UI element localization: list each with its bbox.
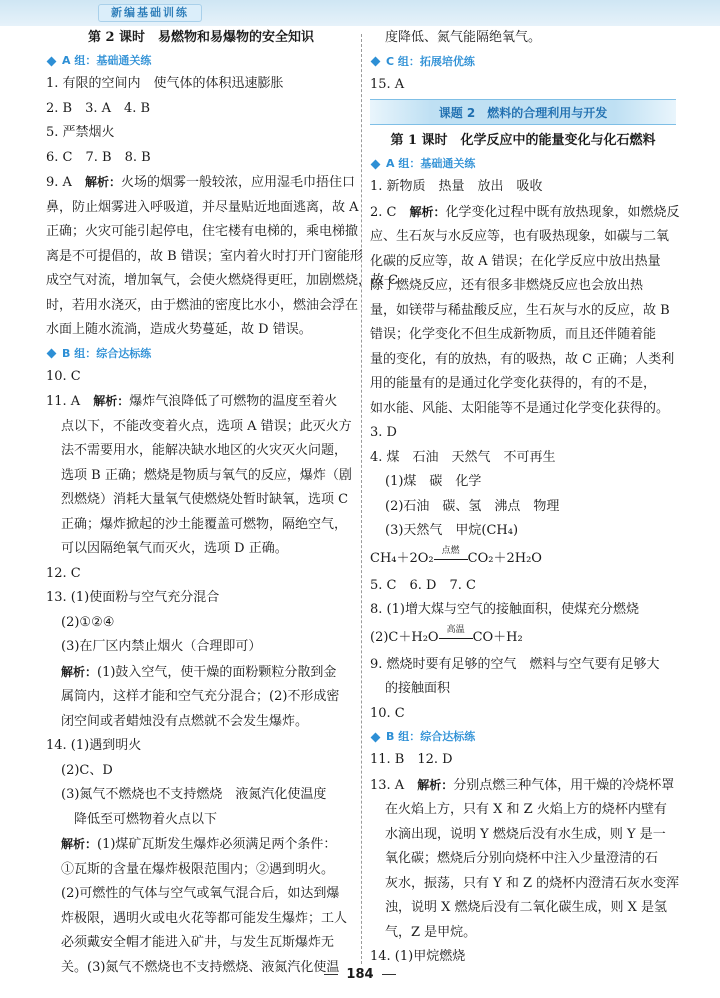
answer-q9: 9. 燃烧时要有足够的空气 燃料与空气要有足够大 xyxy=(370,656,660,672)
answer-line: 的接触面积 xyxy=(385,681,451,696)
answer-explanation: 解析：(1)鼓入空气，使干燥的面粉颗粒分散到金 xyxy=(61,664,337,680)
topic-banner: 课题 2 燃料的合理利用与开发 xyxy=(370,99,676,125)
reaction-arrow: 点燃 xyxy=(434,556,468,560)
answer-line: 法不需要用水，能解决缺水地区的火灾灭火问题， xyxy=(61,443,348,458)
answer-q10: 10. C xyxy=(46,368,81,384)
answer-line: ①瓦斯的含量在爆炸极限范围内；②遇到明火。 xyxy=(61,861,335,877)
answer-line: 降低至可燃物着火点以下 xyxy=(74,811,218,827)
answer-q13: 13. A 解析：分别点燃三种气体，用干燥的冷烧杯罩 xyxy=(370,777,675,793)
answer-q10: 10. C xyxy=(370,705,405,721)
answer-q8: 8. (1)增大煤与空气的接触面积，使煤充分燃烧 xyxy=(370,602,639,617)
diamond-icon xyxy=(371,57,381,67)
group-a-heading: A 组：基础通关练 xyxy=(370,153,676,175)
equation-water-gas: (2)C＋H₂O 高温 CO＋H₂ xyxy=(370,625,523,645)
answer-line: 时，若用水浇灭，由于燃油的密度比水小，燃油会浮在 xyxy=(46,297,359,313)
answer-q11-12: 11. B 12. D xyxy=(370,752,453,767)
answer-line: 1. 有限的空间内 使气体的体积迅速膨胀 xyxy=(46,76,284,91)
answer-line: 除了燃烧反应，还有很多非燃烧反应也会放出热 xyxy=(370,278,644,293)
answer-line: 气，Z 是甲烷。 xyxy=(385,924,477,940)
answer-line: 灰水，振荡，只有 Y 和 Z 的烧杯内澄清石灰水变浑 xyxy=(385,875,680,891)
answer-explanation: 解析：(1)煤矿瓦斯发生爆炸必须满足两个条件： xyxy=(61,837,337,852)
answer-line: 如水能、风能、太阳能等不是通过化学变化获得的。 xyxy=(370,400,670,416)
lesson-title: 第 2 课时 易燃物和易爆物的安全知识 xyxy=(87,30,315,45)
answer-q2: 2. C 解析：化学变化过程中既有放热现象，如燃烧反 xyxy=(370,204,680,220)
answer-line: 点以下，不能改变着火点，选项 A 错误；此灭火方 xyxy=(61,418,352,434)
equation-methane: CH₄＋2O₂ 点燃 CO₂＋2H₂O xyxy=(370,546,542,566)
answer-line: 2. B 3. A 4. B xyxy=(46,100,151,116)
lesson-title: 第 1 课时 化学反应中的能量变化与化石燃料 xyxy=(390,133,656,148)
answer-line: 量的变化，有的放热，有的吸热，故 C 正确；人类利 xyxy=(370,351,675,367)
answer-line: (1)煤 碳 化学 xyxy=(385,474,482,489)
answer-q5-7: 5. C 6. D 7. C xyxy=(370,577,476,593)
answer-line: 闭空间或者蜡烛没有点燃就不会发生爆炸。 xyxy=(61,713,309,729)
answer-q1: 1. 新物质 热量 放出 吸收 xyxy=(370,179,543,194)
answer-q12: 12. C xyxy=(46,565,81,581)
answer-q15: 15. A xyxy=(370,76,405,92)
diamond-icon xyxy=(47,56,57,66)
answer-line: 属筒内，这样才能和空气充分混合；(2)不形成密 xyxy=(61,689,340,704)
answer-line: 鼻，防止烟雾进入呼吸道，并尽量贴近地面逃离，故 A xyxy=(46,199,359,215)
answer-line: 关。(3)氮气不燃烧也不支持燃烧、液氮汽化使温 xyxy=(61,959,340,975)
answer-line: 氧化碳；燃烧后分别向烧杯中注入少量澄清的石 xyxy=(385,851,659,866)
right-column xyxy=(370,26,680,970)
group-b-heading: B 组：综合达标练 xyxy=(370,726,676,748)
answer-line: 水滴出现，说明 Y 燃烧后没有水生成，则 Y 是一 xyxy=(385,826,666,842)
answer-line: 成空气对流，增加氧气，会使火燃烧得更旺，加剧燃烧，故 C xyxy=(46,273,399,288)
answer-line: 正确；爆炸掀起的沙土能覆盖可燃物，隔绝空气， xyxy=(61,516,348,532)
answer-line: (2)①②④ xyxy=(61,614,115,630)
diamond-icon xyxy=(47,349,57,359)
reaction-arrow: 高温 xyxy=(439,635,473,639)
page-number: 184 xyxy=(0,967,720,982)
answer-line: 炸极限，遇明火或电火花等都可能发生爆炸；工人 xyxy=(61,910,348,926)
answer-q9: 9. A 解析：火场的烟雾一般较浓，应用湿毛巾捂住口 xyxy=(46,175,355,190)
answer-line: 应、生石灰与水反应等，也有吸热现象，如碳与二氧 xyxy=(370,229,670,244)
group-b-heading: B 组：综合达标练 xyxy=(46,343,356,365)
answer-q4: 4. 煤 石油 天然气 不可再生 xyxy=(370,449,556,465)
answer-line: (2)可燃性的气体与空气或氧气混合后，如达到爆 xyxy=(61,886,340,901)
answer-line: 错误；化学变化不但生成新物质，而且还伴随着能 xyxy=(370,327,657,342)
answer-line: 量，如镁带与稀盐酸反应，生石灰与水的反应，故 B xyxy=(370,302,670,318)
header-band xyxy=(0,0,720,26)
answer-line: 6. C 7. B 8. B xyxy=(46,149,151,165)
diamond-icon xyxy=(371,732,381,742)
answer-line: 用的能量有的是通过化学变化获得的，有的不是， xyxy=(370,376,657,391)
answer-line: 水面上随水流淌，造成火势蔓延，故 D 错误。 xyxy=(46,322,312,337)
answer-line: 烈燃烧）消耗大量氧气使燃烧处暂时缺氧，选项 C xyxy=(61,492,349,507)
group-a-heading: A 组：基础通关练 xyxy=(46,50,356,72)
answer-line: (3)在厂区内禁止烟火（合理即可） xyxy=(61,639,262,654)
answer-q13: 13. (1)使面粉与空气充分混合 xyxy=(46,590,220,605)
answer-line: 必须戴安全帽才能进入矿井，与发生瓦斯爆炸无 xyxy=(61,935,335,950)
answer-line: (2)石油 碳、氢 沸点 物理 xyxy=(385,498,560,514)
answer-line: 可以因隔绝氧气而灭火，选项 D 正确。 xyxy=(61,541,288,556)
answer-q14: 14. (1)遇到明火 xyxy=(46,738,142,753)
answer-q3: 3. D xyxy=(370,425,397,440)
answer-line: 度降低、氮气能隔绝氧气。 xyxy=(385,30,542,45)
answer-line: 选项 B 正确；燃烧是物质与氧气的反应，爆炸（剧 xyxy=(61,467,352,483)
answer-line: 在火焰上方，只有 X 和 Z 火焰上方的烧杯内壁有 xyxy=(385,802,667,817)
diamond-icon xyxy=(371,159,381,169)
group-c-heading: C 组：拓展培优练 xyxy=(370,51,676,73)
answer-line: (3)天然气 甲烷(CH₄) xyxy=(385,523,519,538)
answer-line: 化碳的反应等，故 A 错误；在化学反应中放出热量 xyxy=(370,253,661,269)
answer-line: (3)氮气不燃烧也不支持燃烧 液氮汽化使温度 xyxy=(61,787,327,802)
column-divider xyxy=(361,34,362,964)
answer-line: 浊，说明 X 燃烧后没有二氧化碳生成，则 X 是氢 xyxy=(385,900,668,915)
answer-line: 离是不可提倡的，故 B 错误；室内着火时打开门窗能形 xyxy=(46,248,363,264)
answer-q11: 11. A 解析：爆炸气浪降低了可燃物的温度至着火 xyxy=(46,394,338,409)
answer-line: 正确；火灾可能引起停电，住宅楼有电梯的，乘电梯撤 xyxy=(46,224,359,239)
answer-q14: 14. (1)甲烷燃烧 xyxy=(370,949,466,964)
answer-line: (2)C、D xyxy=(61,762,113,778)
answer-line: 5. 严禁烟火 xyxy=(46,125,115,140)
series-label: 新编基础训练 xyxy=(98,4,202,22)
